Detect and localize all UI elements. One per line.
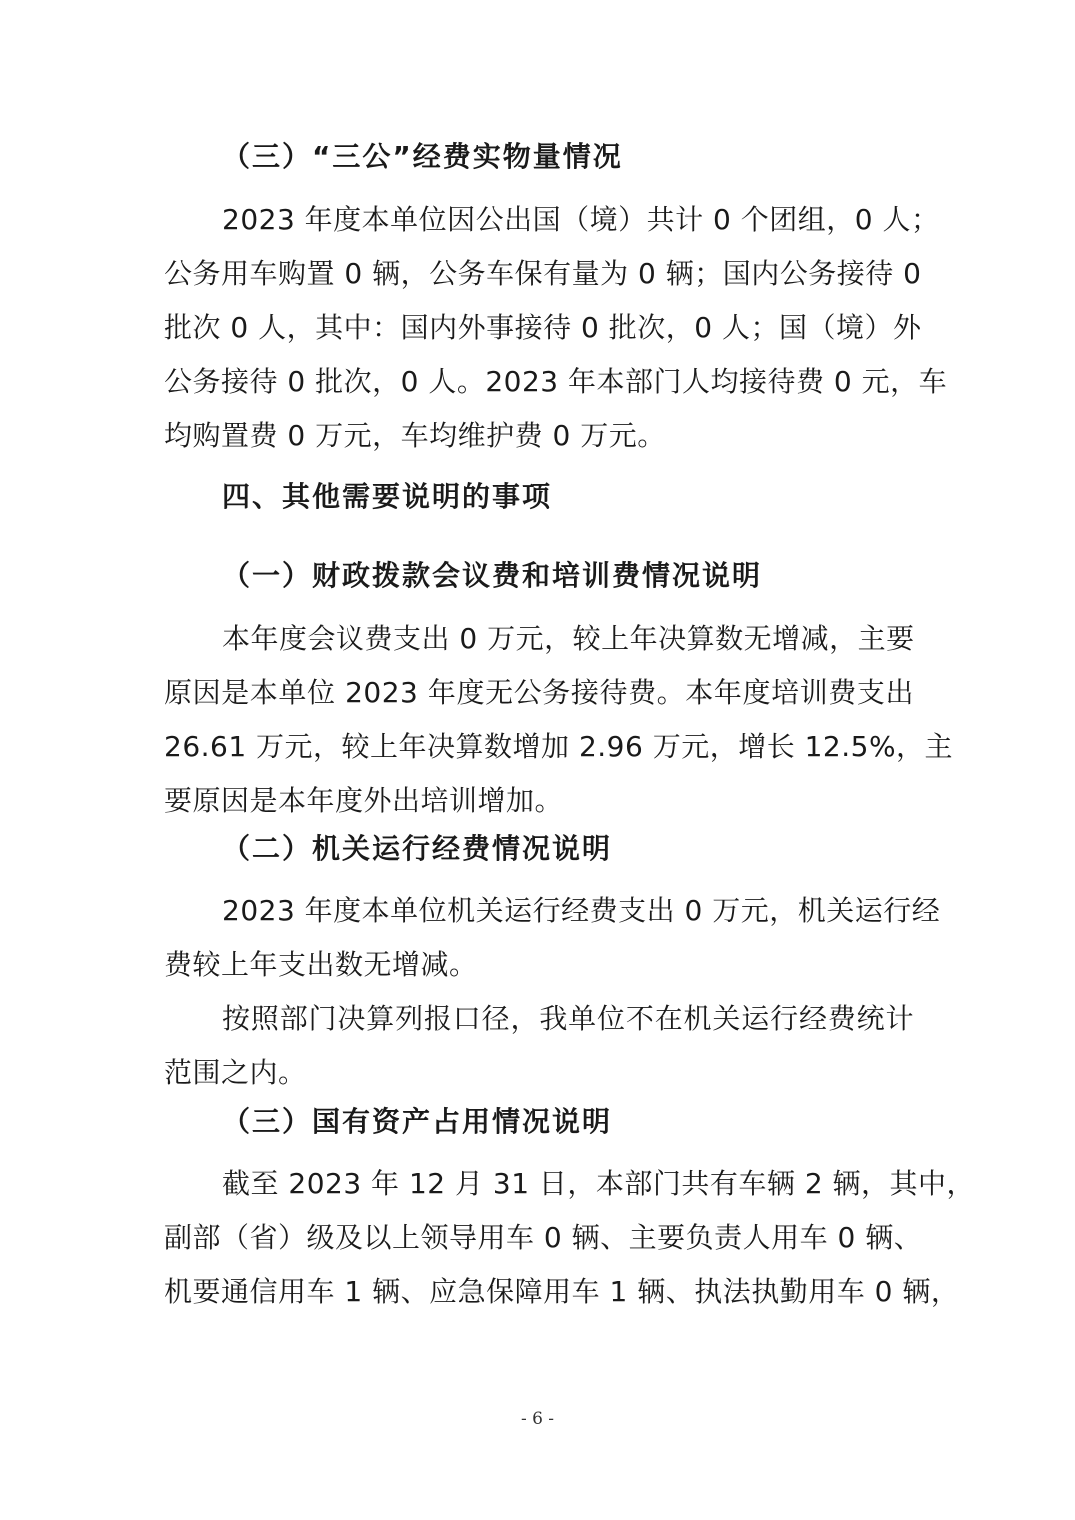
page-number: - 6 - bbox=[520, 1409, 555, 1429]
paragraph-line: 费较上年支出数无增减。 bbox=[164, 948, 478, 981]
paragraph-line: 副部（省）级及以上领导用车 0 辆、主要负责人用车 0 辆、 bbox=[164, 1221, 923, 1254]
paragraph-line: 原因是本单位 2023 年度无公务接待费。本年度培训费支出 bbox=[164, 676, 914, 709]
paragraph-line: 机要通信用车 1 辆、应急保障用车 1 辆、执法执勤用车 0 辆， bbox=[164, 1275, 960, 1308]
paragraph-line: 批次 0 人，其中：国内外事接待 0 批次，0 人；国（境）外 bbox=[164, 311, 922, 344]
section-heading-meeting-training-fees: （一）财政拨款会议费和培训费情况说明 bbox=[222, 559, 763, 592]
section-heading-three-public-quantity: （三）“三公”经费实物量情况 bbox=[222, 140, 623, 173]
paragraph-line: 本年度会议费支出 0 万元，较上年决算数无增减，主要 bbox=[222, 622, 915, 655]
paragraph-line: 均购置费 0 万元，车均维护费 0 万元。 bbox=[164, 419, 666, 452]
paragraph-line: 范围之内。 bbox=[164, 1056, 307, 1089]
section-heading-state-assets: （三）国有资产占用情况说明 bbox=[222, 1105, 613, 1138]
section-heading-other-matters: 四、其他需要说明的事项 bbox=[222, 480, 553, 513]
section-heading-operating-expenses: （二）机关运行经费情况说明 bbox=[222, 832, 613, 865]
paragraph-line: 2023 年度本单位因公出国（境）共计 0 个团组，0 人； bbox=[222, 203, 940, 236]
paragraph-line: 26.61 万元，较上年决算数增加 2.96 万元，增长 12.5%，主 bbox=[164, 730, 954, 763]
paragraph-line: 公务用车购置 0 辆，公务车保有量为 0 辆；国内公务接待 0 bbox=[164, 257, 922, 290]
paragraph-line: 公务接待 0 批次，0 人。2023 年本部门人均接待费 0 元，车 bbox=[164, 365, 948, 398]
paragraph-line: 2023 年度本单位机关运行经费支出 0 万元，机关运行经 bbox=[222, 894, 941, 927]
paragraph-line: 截至 2023 年 12 月 31 日，本部门共有车辆 2 辆，其中， bbox=[222, 1167, 976, 1200]
paragraph-line: 按照部门决算列报口径，我单位不在机关运行经费统计 bbox=[222, 1002, 914, 1035]
paragraph-line: 要原因是本年度外出培训增加。 bbox=[164, 784, 564, 817]
